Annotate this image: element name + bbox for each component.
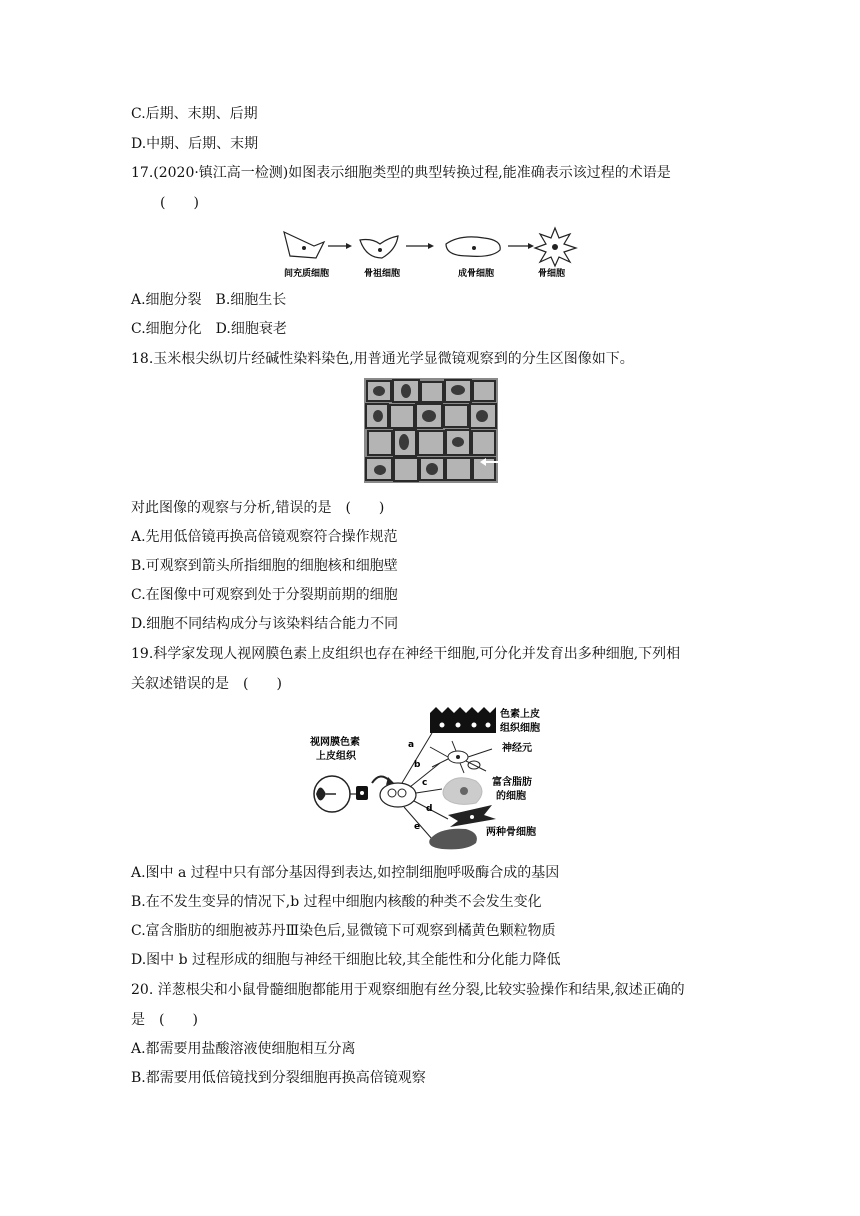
micrograph-image [364, 378, 498, 483]
q20-stem-line2: 是 ( ) [131, 1012, 198, 1028]
fig17-label-mesenchymal: 间充质细胞 [284, 269, 330, 279]
q18-option-c: C.在图像中可观察到处于分裂期前期的细胞 [131, 587, 398, 603]
arrow-1-icon [346, 243, 352, 249]
label-pigment-line1: 色素上皮 [500, 709, 540, 720]
cell-transition-figure [280, 224, 590, 280]
stem-cell-diagram [306, 703, 556, 853]
arrow-3-icon [528, 243, 534, 249]
osteoblast-cell-nucleus [472, 246, 476, 250]
q20-option-b: B.都需要用低倍镜找到分裂细胞再换高倍镜观察 [131, 1070, 426, 1086]
q16-option-c: C.后期、末期、后期 [131, 106, 258, 122]
fig17-label-osteoprogenitor: 骨祖细胞 [364, 269, 401, 279]
label-bone: 两种骨细胞 [486, 827, 536, 838]
path-letter-a: a [408, 740, 415, 750]
path-letter-c: c [422, 778, 428, 788]
label-fat-line2: 的细胞 [496, 791, 526, 802]
label-pigment-line2: 组织细胞 [500, 723, 540, 734]
q17-answer-paren: ( ) [160, 195, 199, 211]
q20-option-a: A.都需要用盐酸溶液使细胞相互分离 [131, 1041, 356, 1057]
path-letter-d: d [426, 804, 433, 814]
q19-stem-line1: 19.科学家发现人视网膜色素上皮组织也存在神经干细胞,可分化并发育出多种细胞,下列相 [131, 646, 681, 662]
q18-option-a: A.先用低倍镜再换高倍镜观察符合操作规范 [131, 529, 398, 545]
osteoprogenitor-cell-nucleus [378, 248, 382, 252]
q16-option-d: D.中期、后期、末期 [131, 136, 259, 152]
q17-options-cd: C.细胞分化 D.细胞衰老 [131, 321, 287, 337]
q18-option-b: B.可观察到箭头所指细胞的细胞核和细胞壁 [131, 558, 398, 574]
label-fat-line1: 富含脂肪 [492, 777, 532, 788]
q19-option-b: B.在不发生变异的情况下,b 过程中细胞内核酸的种类不会发生变化 [131, 894, 542, 910]
q17-options-ab: A.细胞分裂 B.细胞生长 [131, 292, 287, 308]
q19-option-a: A.图中 a 过程中只有部分基因得到表达,如控制细胞呼吸酶合成的基因 [131, 865, 560, 881]
arrow-2-icon [428, 243, 434, 249]
q20-stem-line1: 20. 洋葱根尖和小鼠骨髓细胞都能用于观察细胞有丝分裂,比较实验操作和结果,叙述正确的 [131, 982, 685, 998]
neuron-cells-icon [430, 741, 492, 773]
source-label-line1: 视网膜色素 [310, 737, 360, 748]
q19-option-d: D.图中 b 过程形成的细胞与神经干细胞比较,其全能性和分化能力降低 [131, 952, 561, 968]
mesenchymal-cell-nucleus [302, 246, 306, 250]
source-label-line2: 上皮组织 [316, 751, 356, 762]
fig17-label-osteocyte: 骨细胞 [538, 269, 566, 279]
osteoprogenitor-cell-shape [360, 236, 398, 258]
pigment-epithelium-cells-icon [430, 707, 496, 733]
q18-stem: 18.玉米根尖纵切片经碱性染料染色,用普通光学显微镜观察到的分生区图像如下。 [131, 351, 634, 367]
q19-stem-line2: 关叙述错误的是 ( ) [131, 676, 282, 692]
fig17-label-osteoblast: 成骨细胞 [458, 269, 495, 279]
mesenchymal-cell-shape [284, 232, 324, 258]
q18-option-d: D.细胞不同结构成分与该染料结合能力不同 [131, 616, 399, 632]
q18-question: 对此图像的观察与分析,错误的是 ( ) [131, 500, 385, 516]
q19-option-c: C.富含脂肪的细胞被苏丹Ⅲ染色后,显微镜下可观察到橘黄色颗粒物质 [131, 923, 556, 939]
label-neuron: 神经元 [502, 743, 532, 754]
q17-stem: 17.(2020·镇江高一检测)如图表示细胞类型的典型转换过程,能准确表示该过程的术语是 [131, 165, 671, 181]
path-letter-e: e [414, 822, 421, 832]
osteocyte-cell-nucleus [552, 244, 558, 250]
path-letter-b: b [414, 760, 421, 770]
bone-cell-oval-icon [429, 829, 477, 850]
